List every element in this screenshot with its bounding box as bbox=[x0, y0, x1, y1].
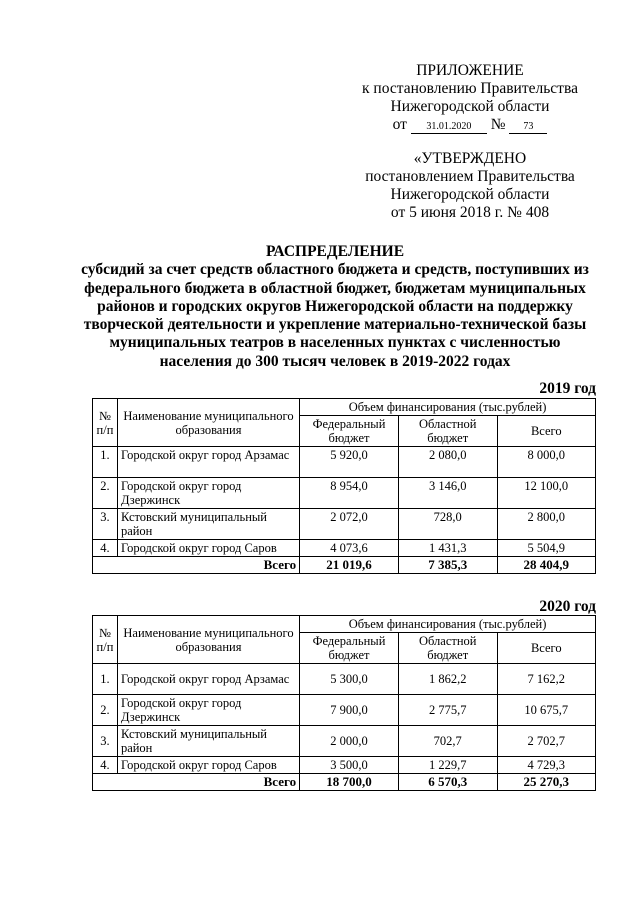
federal-value: 7 900,0 bbox=[300, 695, 399, 726]
title-line: субсидий за счет средств областного бюджета и средств, поступивших из bbox=[81, 261, 589, 279]
header-federal: Федеральный бюджет bbox=[300, 633, 399, 664]
federal-value: 3 500,0 bbox=[300, 757, 399, 774]
municipality-name: Городской округ город Арзамас bbox=[117, 447, 299, 478]
header-total: Всего bbox=[497, 633, 595, 664]
table-row bbox=[93, 540, 596, 557]
year-label-2020: 2020 год bbox=[539, 598, 596, 615]
title-line: районов и городских округов Нижегородской области на поддержку bbox=[97, 297, 573, 315]
regional-value: 2 775,7 bbox=[398, 695, 497, 726]
total-value: 10 675,7 bbox=[497, 695, 595, 726]
from-label: от bbox=[392, 116, 407, 133]
total-value: 4 729,3 bbox=[497, 757, 595, 774]
regional-value: 1 229,7 bbox=[398, 757, 497, 774]
title-heading: РАСПРЕДЕЛЕНИЕ bbox=[265, 243, 405, 260]
federal-value: 8 954,0 bbox=[300, 478, 399, 509]
municipality-name: Городской округ город Саров bbox=[117, 540, 299, 557]
number-label: № bbox=[490, 116, 506, 133]
row-number: 3. bbox=[93, 726, 118, 757]
municipality-name: Кстовский муниципальный район bbox=[117, 509, 299, 540]
row-number: 1. bbox=[93, 447, 118, 478]
row-number: 1. bbox=[93, 664, 118, 695]
decree-date: 31.01.2020 bbox=[411, 121, 487, 134]
regional-value: 728,0 bbox=[398, 509, 497, 540]
row-number: 3. bbox=[93, 509, 118, 540]
total-row bbox=[93, 774, 596, 791]
total-all: 28 404,9 bbox=[497, 557, 595, 574]
table-row bbox=[93, 695, 596, 726]
municipality-name: Городской округ город Арзамас bbox=[117, 664, 299, 695]
appendix-block bbox=[345, 62, 595, 134]
appendix-line-2: Нижегородской области bbox=[390, 98, 550, 115]
appendix-date-line bbox=[345, 116, 595, 134]
total-label: Всего bbox=[93, 557, 300, 574]
header-no: № п/п bbox=[93, 616, 118, 664]
header-funding: Объем финансирования (тыс.рублей) bbox=[300, 616, 596, 633]
funding-table-2019 bbox=[92, 398, 596, 574]
total-all: 25 270,3 bbox=[497, 774, 595, 791]
federal-value: 4 073,6 bbox=[300, 540, 399, 557]
total-value: 5 504,9 bbox=[497, 540, 595, 557]
total-federal: 18 700,0 bbox=[300, 774, 399, 791]
row-number: 4. bbox=[93, 540, 118, 557]
regional-value: 1 431,3 bbox=[398, 540, 497, 557]
funding-table-2020 bbox=[92, 615, 596, 791]
title-line: муниципальных театров в населенных пунктах с численностью bbox=[109, 334, 561, 352]
approved-line-1: «УТВЕРЖДЕНО bbox=[413, 150, 527, 167]
total-federal: 21 019,6 bbox=[300, 557, 399, 574]
total-regional: 6 570,3 bbox=[398, 774, 497, 791]
total-value: 2 800,0 bbox=[497, 509, 595, 540]
total-value: 2 702,7 bbox=[497, 726, 595, 757]
approved-line-4: от 5 июня 2018 г. № 408 bbox=[390, 204, 550, 221]
regional-value: 1 862,2 bbox=[398, 664, 497, 695]
regional-value: 2 080,0 bbox=[398, 447, 497, 478]
table-row bbox=[93, 664, 596, 695]
decree-number: 73 bbox=[509, 121, 547, 134]
table-row bbox=[93, 509, 596, 540]
header-regional: Областной бюджет bbox=[398, 416, 497, 447]
total-value: 12 100,0 bbox=[497, 478, 595, 509]
table-row bbox=[93, 447, 596, 478]
total-value: 8 000,0 bbox=[497, 447, 595, 478]
regional-value: 702,7 bbox=[398, 726, 497, 757]
row-number: 4. bbox=[93, 757, 118, 774]
header-name: Наименование муниципального образования bbox=[117, 399, 299, 447]
appendix-heading: ПРИЛОЖЕНИЕ bbox=[416, 62, 524, 79]
appendix-line-1: к постановлению Правительства bbox=[362, 80, 578, 97]
municipality-name: Кстовский муниципальный район bbox=[117, 726, 299, 757]
total-value: 7 162,2 bbox=[497, 664, 595, 695]
row-number: 2. bbox=[93, 478, 118, 509]
title-line: федерального бюджета в областной бюджет, бюджетам муниципальных bbox=[84, 279, 586, 297]
title-line: населения до 300 тысяч человек в 2019-2022 годах bbox=[159, 352, 511, 370]
table-row bbox=[93, 478, 596, 509]
federal-value: 5 920,0 bbox=[300, 447, 399, 478]
approved-line-3: Нижегородской области bbox=[390, 186, 550, 203]
federal-value: 5 300,0 bbox=[300, 664, 399, 695]
document-title bbox=[60, 243, 610, 371]
approved-block bbox=[345, 150, 595, 222]
header-no: № п/п bbox=[93, 399, 118, 447]
header-funding: Объем финансирования (тыс.рублей) bbox=[300, 399, 596, 416]
municipality-name: Городской округ город Саров bbox=[117, 757, 299, 774]
table-row bbox=[93, 726, 596, 757]
header-regional: Областной бюджет bbox=[398, 633, 497, 664]
table-row bbox=[93, 757, 596, 774]
approved-line-2: постановлением Правительства bbox=[365, 168, 575, 185]
total-row bbox=[93, 557, 596, 574]
row-number: 2. bbox=[93, 695, 118, 726]
year-label-2019: 2019 год bbox=[539, 380, 596, 397]
municipality-name: Городской округ город Дзержинск bbox=[117, 695, 299, 726]
total-label: Всего bbox=[93, 774, 300, 791]
header-name: Наименование муниципального образования bbox=[117, 616, 299, 664]
header-federal: Федеральный бюджет bbox=[300, 416, 399, 447]
regional-value: 3 146,0 bbox=[398, 478, 497, 509]
federal-value: 2 000,0 bbox=[300, 726, 399, 757]
header-total: Всего bbox=[497, 416, 595, 447]
total-regional: 7 385,3 bbox=[398, 557, 497, 574]
title-line: творческой деятельности и укрепление материально-технической базы bbox=[83, 316, 587, 334]
federal-value: 2 072,0 bbox=[300, 509, 399, 540]
municipality-name: Городской округ город Дзержинск bbox=[117, 478, 299, 509]
